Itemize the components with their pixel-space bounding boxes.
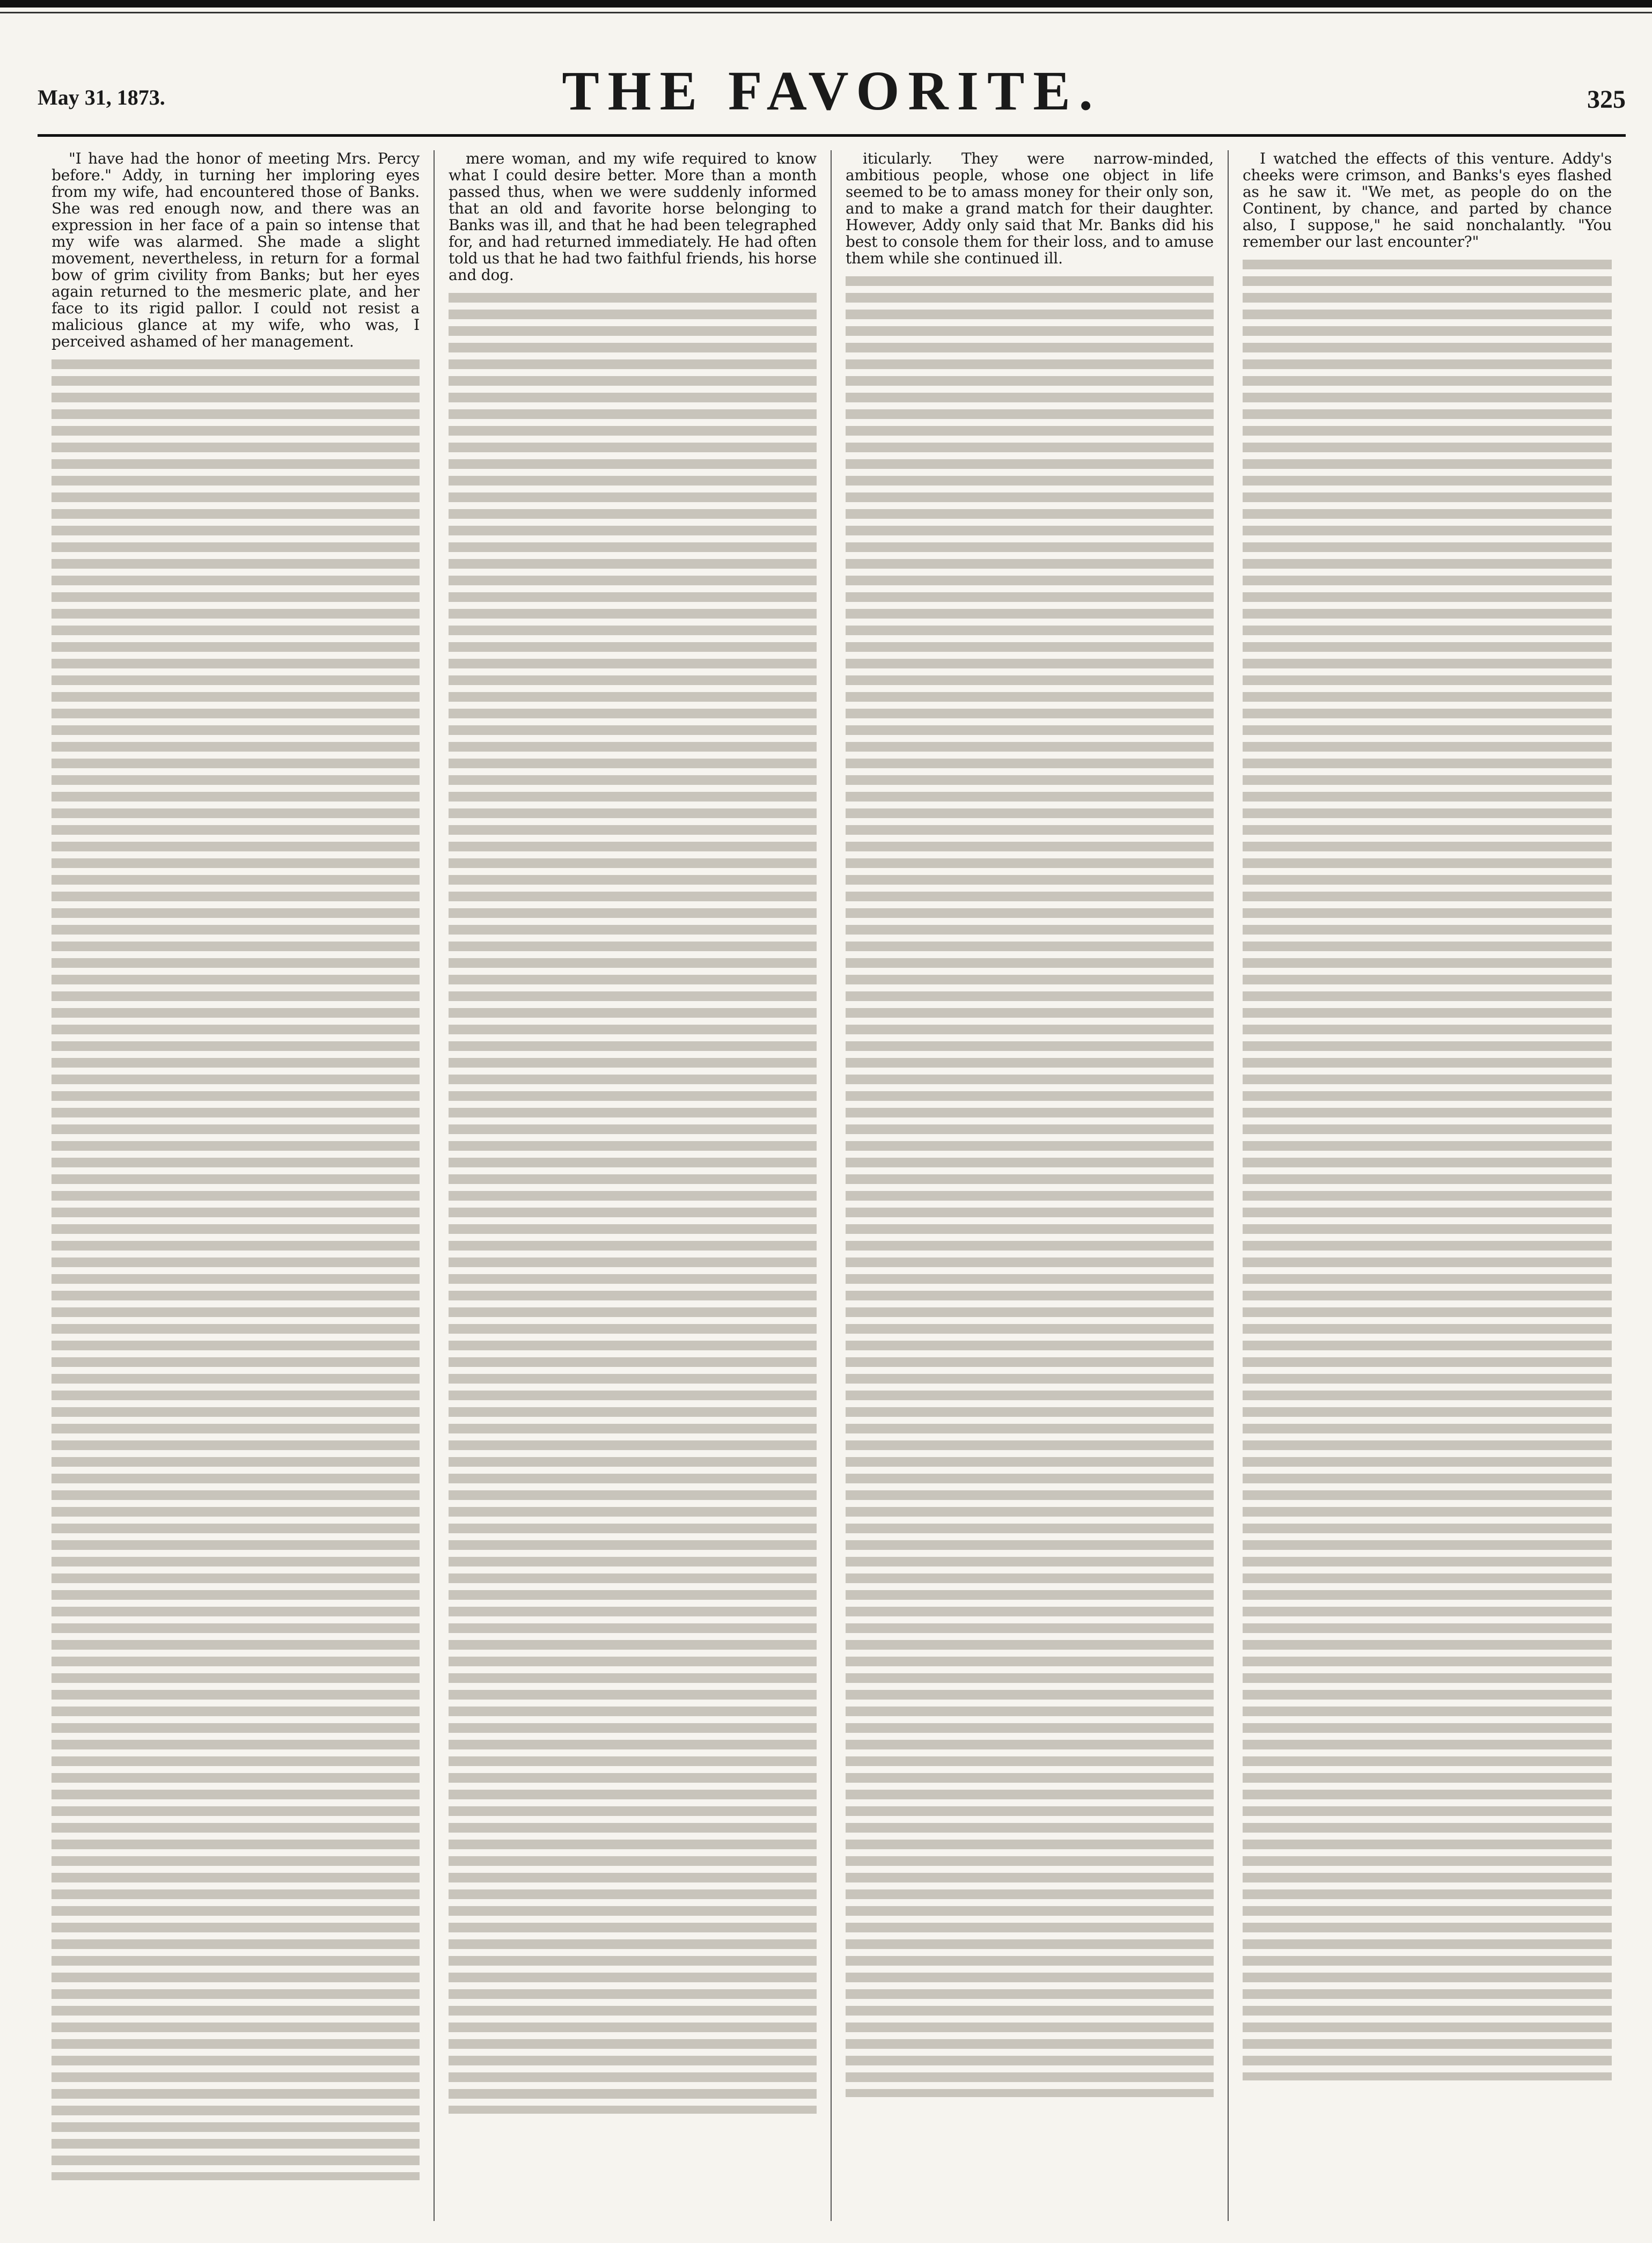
column-3-continued-text	[846, 273, 1214, 2097]
column-1-text: "I have had the honor of meeting Mrs. Percy before." Addy, in turning her imploring eyes from my wife, had encountered those of Banks. She was red enough now, and there was an expression in her face of a pain so intense that my wife was alarmed. She made a slight movement, nevertheless, in return for a formal bow of grim civility from Banks; but her eyes again returned to the mesmeric plate, and her face to its rigid pallor. I could not resist a malicious glance at my wife, who was, I perceived ashamed of her management.	[52, 150, 420, 350]
text-column-3	[832, 150, 1229, 2221]
column-4-text: I watched the effects of this venture. Addy's cheeks were crimson, and Banks's eyes flashed as he saw it. "We met, as people do on the Continent, by chance, and parted by chance also, I suppose," he said nonchalantly. "You remember our last encounter?"	[1243, 150, 1612, 251]
issue-date: May 31, 1873.	[38, 85, 165, 109]
text-column-4	[1229, 150, 1626, 2221]
text-column-1	[38, 150, 435, 2221]
page-number: 325	[1587, 85, 1626, 114]
masthead	[38, 59, 1626, 123]
column-3-text: iticularly. They were narrow-minded, ambitious people, whose one object in life seemed to be to amass money for their only son, and to make a grand match for their daughter. However, Addy only said that Mr. Banks did his best to console them for their loss, and to amuse them while she continued ill.	[846, 150, 1214, 267]
top-thin-rule	[0, 12, 1652, 13]
column-4-continued-text	[1243, 256, 1612, 2080]
text-columns	[38, 150, 1626, 2221]
column-2-text: mere woman, and my wife required to know what I could desire better. More than a month passed thus, when we were suddenly informed that an old and favorite horse belonging to Banks was ill, and that he had been telegraphed for, and had returned immediately. He had often told us that he had two faithful friends, his horse and dog.	[449, 150, 817, 284]
column-2-continued-text	[449, 290, 817, 2114]
text-column-2	[435, 150, 832, 2221]
publication-title: THE FAVORITE.	[562, 60, 1102, 122]
top-border-rule	[0, 0, 1652, 8]
column-1-continued-text	[52, 356, 420, 2180]
masthead-rule	[38, 134, 1626, 137]
